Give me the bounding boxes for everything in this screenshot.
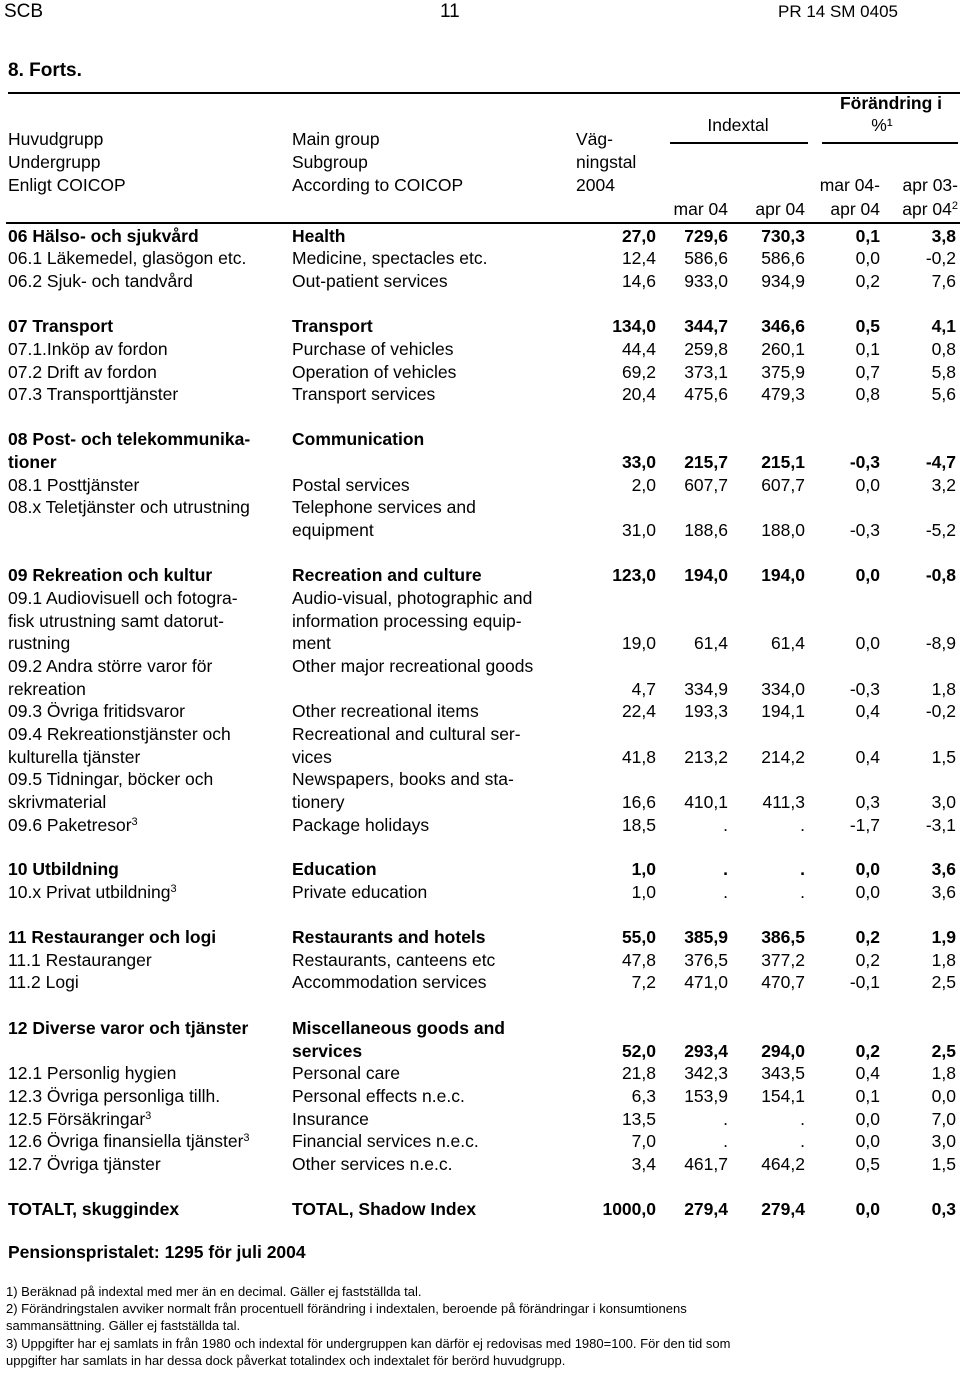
cell-group-en: Transport [292,316,373,336]
cell-group-en: Restaurants, canteens etc [292,950,496,970]
cell-index-mar04: 933,0 [684,271,728,291]
cell-group-en: Other services n.e.c. [292,1154,453,1174]
cell-change-year: 2,5 [931,1041,956,1061]
cell-weight: 69,2 [621,362,656,382]
cell-weight: 55,0 [621,927,656,947]
cell-change-year: 3,8 [931,226,956,246]
col-header-subgroup-sv: Undergrupp [8,152,101,172]
cell-index-apr04: 194,1 [761,701,805,721]
cell-group-sv: 08.1 Posttjänster [8,475,140,495]
header-left: SCB [4,1,44,22]
cell-index-apr04: 464,2 [761,1154,805,1174]
cell-index-apr04: 294,0 [761,1041,805,1061]
cell-group-en: Package holidays [292,815,430,835]
cell-index-apr04: 375,9 [761,362,805,382]
col-header-main-group-sv: Huvudgrupp [8,129,104,149]
cell-index-mar04: 194,0 [684,565,728,585]
col-header-chg1-a: mar 04- [819,175,880,195]
cell-index-apr04: . [800,1109,805,1129]
cell-change-month: 0,1 [855,226,880,246]
cell-group-sv: 08.x Teletjänster och utrustning [8,497,250,517]
cell-group-en: Private education [292,882,428,902]
cell-change-month: 0,2 [855,1041,880,1061]
col-header-subgroup-en: Subgroup [292,152,368,172]
cell-change-month: 0,2 [855,927,880,947]
cell-index-mar04: . [723,1131,728,1151]
cell-index-apr04: 215,1 [761,452,805,472]
cell-change-year: -8,9 [925,633,956,653]
cell-group-sv: 12.7 Övriga tjänster [8,1154,161,1174]
col-header-weight-3: 2004 [576,175,615,195]
cell-group-sv: 12.1 Personlig hygien [8,1063,177,1083]
cell-change-month: 0,0 [855,882,880,902]
cell-change-month: 0,1 [855,339,880,359]
cell-change-year: 2,5 [931,972,956,992]
cell-group-sv: skrivmaterial [8,792,107,812]
cell-index-mar04: . [723,1109,728,1129]
col-header-apr04: apr 04 [755,199,805,219]
cell-group-en: ment [292,633,331,653]
cell-weight: 27,0 [621,226,656,246]
cell-group-en: Restaurants and hotels [292,927,486,947]
cell-change-year: 3,0 [931,1131,956,1151]
cell-weight: 1,0 [631,882,656,902]
cell-change-year: 1,8 [931,679,956,699]
col-header-chg1-b: apr 04 [830,199,880,219]
cell-index-mar04: 586,6 [684,248,728,268]
col-header-mar04: mar 04 [673,199,728,219]
cell-weight: 14,6 [621,271,656,291]
cell-group-en: Education [292,859,377,879]
cell-index-mar04: 259,8 [684,339,728,359]
cell-index-mar04: 279,4 [684,1199,728,1219]
cell-group-sv: 06 Hälso- och sjukvård [8,226,199,246]
cell-index-apr04: 934,9 [761,271,805,291]
cell-index-mar04: 334,9 [684,679,728,699]
table-top-rule [8,92,960,94]
cell-group-sv: 07.1.Inköp av fordon [8,339,168,359]
footnote-1: 1) Beräknad på indextal med mer än en decimal. Gäller ej fastställda tal. [6,1284,422,1299]
section-title: 8. Forts. [8,60,82,81]
cell-change-year: 0,8 [931,339,956,359]
cell-group-sv: 10.x Privat utbildning$^3$ [8,882,177,902]
col-header-coicop-en: According to COICOP [292,175,464,195]
cell-index-apr04: 730,3 [761,226,805,246]
cell-change-month: 0,0 [855,1199,880,1219]
cell-group-sv: 11.2 Logi [8,972,79,992]
cell-index-mar04: . [723,859,728,879]
cell-change-month: 0,0 [855,475,880,495]
cell-weight: 1,0 [631,859,656,879]
cell-weight: 44,4 [621,339,656,359]
cell-change-month: 0,8 [855,384,880,404]
cell-group-en: vices [292,747,332,767]
cell-change-year: 7,0 [931,1109,956,1129]
footnote-2a: 2) Förändringstalen avviker normalt från procentuell förändring i indextalen, beroende på förändringar i konsumtionens [6,1301,687,1316]
cell-change-month: 0,5 [855,1154,880,1174]
cell-group-sv: 09.4 Rekreationstjänster och [8,724,231,744]
header-right: PR 14 SM 0405 [777,2,898,21]
cell-group-sv: 07.3 Transporttjänster [8,384,179,404]
cell-change-year: 0,0 [931,1086,956,1106]
cell-group-en: Personal effects n.e.c. [292,1086,465,1106]
cell-index-mar04: 61,4 [693,633,728,653]
cell-group-en: Accommodation services [292,972,487,992]
cell-group-sv: kulturella tjänster [8,747,141,767]
cell-change-year: 5,6 [931,384,956,404]
cell-change-year: -4,7 [925,452,956,472]
cell-change-year: 3,0 [931,792,956,812]
col-header-weight-2: ningstal [576,152,637,172]
cell-group-en: Postal services [292,475,410,495]
cell-weight: 3,4 [631,1154,656,1174]
cell-change-year: 7,6 [931,271,956,291]
cell-weight: 18,5 [621,815,656,835]
cell-change-month: 0,0 [855,633,880,653]
cell-change-month: -0,3 [849,452,880,472]
cell-change-year: -0,2 [925,701,956,721]
cell-group-sv: 09.3 Övriga fritidsvaror [8,701,186,721]
cell-index-apr04: 386,5 [761,927,805,947]
cell-index-mar04: 213,2 [684,747,728,767]
cell-index-mar04: 153,9 [684,1086,728,1106]
cell-index-mar04: 193,3 [684,701,728,721]
cell-group-en: Out-patient services [292,271,448,291]
cell-group-sv: 12.5 Försäkringar$^3$ [8,1109,152,1129]
col-header-percent: %¹ [871,115,893,135]
cell-group-en: Other major recreational goods [292,656,534,676]
cell-index-apr04: 194,0 [761,565,805,585]
cell-group-sv: 12.6 Övriga finansiella tjänster$^3$ [8,1131,250,1151]
cell-group-sv: tioner [8,452,57,472]
cell-index-apr04: . [800,882,805,902]
cell-group-sv: 11 Restauranger och logi [8,927,217,947]
cell-index-apr04: 188,0 [761,520,805,540]
cell-weight: 6,3 [631,1086,656,1106]
cell-index-mar04: 607,7 [684,475,728,495]
cell-change-year: 3,6 [931,882,956,902]
cell-change-month: 0,4 [855,747,880,767]
cell-index-mar04: 342,3 [684,1063,728,1083]
cell-change-month: 0,0 [855,859,880,879]
cell-change-month: -1,7 [849,815,880,835]
cell-group-sv: TOTALT, skuggindex [8,1199,180,1219]
cell-index-mar04: 475,6 [684,384,728,404]
cell-index-apr04: 479,3 [761,384,805,404]
cell-index-mar04: 373,1 [684,362,728,382]
cell-change-month: 0,0 [855,1131,880,1151]
cell-group-sv: 06.1 Läkemedel, glasögon etc. [8,248,247,268]
cell-group-sv: rekreation [8,679,86,699]
cell-change-month: 0,0 [855,248,880,268]
cell-weight: 52,0 [621,1041,656,1061]
cell-group-sv: 10 Utbildning [8,859,119,879]
cell-change-month: -0,3 [849,679,880,699]
cell-group-en: equipment [292,520,374,540]
cell-group-sv: 12.3 Övriga personliga tillh. [8,1086,221,1106]
col-header-indextal: Indextal [707,115,769,135]
cell-change-month: 0,3 [855,792,880,812]
cell-group-sv: 09.6 Paketresor$^3$ [8,815,138,835]
cell-change-year: -5,2 [925,520,956,540]
cell-group-en: Miscellaneous goods and [292,1018,505,1038]
cell-weight: 7,0 [631,1131,656,1151]
cell-index-apr04: 411,3 [762,792,805,812]
cell-change-month: 0,7 [855,362,880,382]
cell-group-sv: 09.2 Andra större varor för [8,656,213,676]
forandring-rule [822,142,958,144]
cell-index-mar04: 385,9 [684,927,728,947]
cell-index-mar04: 376,5 [684,950,728,970]
cell-index-mar04: 293,4 [684,1041,728,1061]
cell-change-year: -3,1 [925,815,956,835]
cell-group-en: Insurance [292,1109,369,1129]
cell-index-mar04: 461,7 [684,1154,728,1174]
cell-group-en: Recreational and cultural ser- [292,724,521,744]
cell-change-year: 1,8 [931,1063,956,1083]
cell-change-month: 0,4 [855,1063,880,1083]
cell-group-sv: 12 Diverse varor och tjänster [8,1018,249,1038]
cell-index-mar04: 410,1 [684,792,728,812]
cell-group-en: Personal care [292,1063,400,1083]
cell-weight: 47,8 [621,950,656,970]
cell-index-mar04: 729,6 [684,226,728,246]
cell-weight: 16,6 [621,792,656,812]
cell-index-mar04: . [723,815,728,835]
cell-index-mar04: 344,7 [684,316,728,336]
col-header-main-group-en: Main group [292,129,380,149]
cell-change-month: 0,0 [855,1109,880,1129]
cell-change-year: 3,2 [931,475,956,495]
cell-group-en: information processing equip- [292,611,522,631]
page-number: 11 [440,1,460,22]
cell-group-sv: 11.1 Restauranger [8,950,152,970]
cell-group-en: Medicine, spectacles etc. [292,248,488,268]
cell-group-en: Operation of vehicles [292,362,457,382]
col-header-coicop-sv: Enligt COICOP [8,175,126,195]
cell-index-apr04: . [800,815,805,835]
cell-group-en: TOTAL, Shadow Index [292,1199,477,1219]
cell-weight: 19,0 [621,633,656,653]
cell-group-en: Telephone services and [292,497,476,517]
cell-weight: 134,0 [612,316,656,336]
cell-group-sv: 09 Rekreation och kultur [8,565,213,585]
col-header-forandring: Förändring i [839,93,943,113]
cell-index-apr04: 214,2 [761,747,805,767]
col-header-weight-1: Väg- [576,129,613,149]
cell-weight: 7,2 [631,972,656,992]
col-header-chg2-a: apr 03- [902,175,958,195]
cell-group-sv: rustning [8,633,71,653]
cell-weight: 12,4 [621,248,656,268]
cell-index-apr04: . [800,1131,805,1151]
cell-weight: 123,0 [612,565,656,585]
cell-change-year: 1,9 [931,927,956,947]
cell-index-apr04: 470,7 [761,972,805,992]
cell-index-apr04: 260,1 [761,339,805,359]
cell-weight: 2,0 [631,475,656,495]
cell-change-year: -0,2 [925,248,956,268]
cell-weight: 22,4 [621,701,656,721]
cell-index-apr04: 154,1 [761,1086,805,1106]
footnote-2b: sammansättning. Gäller ej fastställda tal. [6,1318,241,1333]
cell-change-year: 4,1 [931,316,956,336]
cell-index-mar04: 215,7 [684,452,728,472]
cell-group-en: Newspapers, books and sta- [292,769,514,789]
cell-group-en: Audio-visual, photographic and [292,588,533,608]
cell-group-sv: 09.5 Tidningar, böcker och [8,769,214,789]
cell-group-en: Purchase of vehicles [292,339,454,359]
cell-group-en: Other recreational items [292,701,479,721]
cell-group-sv: 08 Post- och telekommunika- [8,429,251,449]
cell-index-apr04: 346,6 [761,316,805,336]
cell-index-mar04: 188,6 [684,520,728,540]
cell-group-sv: 07 Transport [8,316,114,336]
footnote-3b: uppgifter har samlats in har dessa dock påverkat totalindex och indextalet för berörd huvudgrupp. [6,1353,566,1368]
cell-change-year: 3,6 [931,859,956,879]
indextal-rule [670,142,808,144]
cell-group-en: Transport services [292,384,436,404]
cell-change-year: 1,5 [931,1154,956,1174]
cell-change-month: 0,2 [855,271,880,291]
cell-index-mar04: 471,0 [684,972,728,992]
col-header-chg2-b: apr $04^2$ [902,199,958,219]
cell-weight: 21,8 [621,1063,656,1083]
cell-index-apr04: 586,6 [761,248,805,268]
cell-index-apr04: 61,4 [770,633,805,653]
cell-index-apr04: . [800,859,805,879]
cell-change-year: 1,5 [931,747,956,767]
cell-change-month: 0,1 [855,1086,880,1106]
pension-note: Pensionspristalet: 1295 för juli 2004 [8,1242,306,1262]
cell-weight: 33,0 [621,452,656,472]
cell-index-apr04: 334,0 [761,679,805,699]
cell-group-en: Recreation and culture [292,565,482,585]
cell-change-month: 0,4 [855,701,880,721]
cell-index-apr04: 343,5 [761,1063,805,1083]
cell-weight: 13,5 [621,1109,656,1129]
cell-change-year: 0,3 [931,1199,956,1219]
cell-group-en: Communication [292,429,425,449]
cell-weight: 4,7 [631,679,656,699]
cell-index-apr04: 279,4 [761,1199,805,1219]
footnote-3a: 3) Uppgifter har ej samlats in från 1980 och indextal för undergruppen kan därför ej redovisas med 1980=100. För den tid som [6,1336,731,1351]
cell-change-month: 0,0 [855,565,880,585]
cell-change-year: 5,8 [931,362,956,382]
cell-change-month: 0,5 [855,316,880,336]
cell-change-year: 1,8 [931,950,956,970]
cell-group-en: Health [292,226,346,246]
cell-weight: 41,8 [621,747,656,767]
cell-group-en: tionery [292,792,345,812]
cell-weight: 20,4 [621,384,656,404]
cell-group-sv: 07.2 Drift av fordon [8,362,157,382]
cell-weight: 1000,0 [602,1199,656,1219]
cell-change-month: -0,3 [849,520,880,540]
cell-group-sv: 09.1 Audiovisuell och fotogra- [8,588,238,608]
cell-change-month: 0,2 [855,950,880,970]
cell-group-sv: 06.2 Sjuk- och tandvård [8,271,193,291]
cell-index-apr04: 607,7 [761,475,805,495]
cell-change-month: -0,1 [849,972,880,992]
cell-index-apr04: 377,2 [761,950,805,970]
cell-group-en: services [292,1041,363,1061]
cell-group-en: Financial services n.e.c. [292,1131,479,1151]
cell-weight: 31,0 [621,520,656,540]
cell-index-mar04: . [723,882,728,902]
cell-group-sv: fisk utrustning samt datorut- [8,611,224,631]
cell-change-year: -0,8 [925,565,956,585]
header-bottom-rule [6,222,960,224]
